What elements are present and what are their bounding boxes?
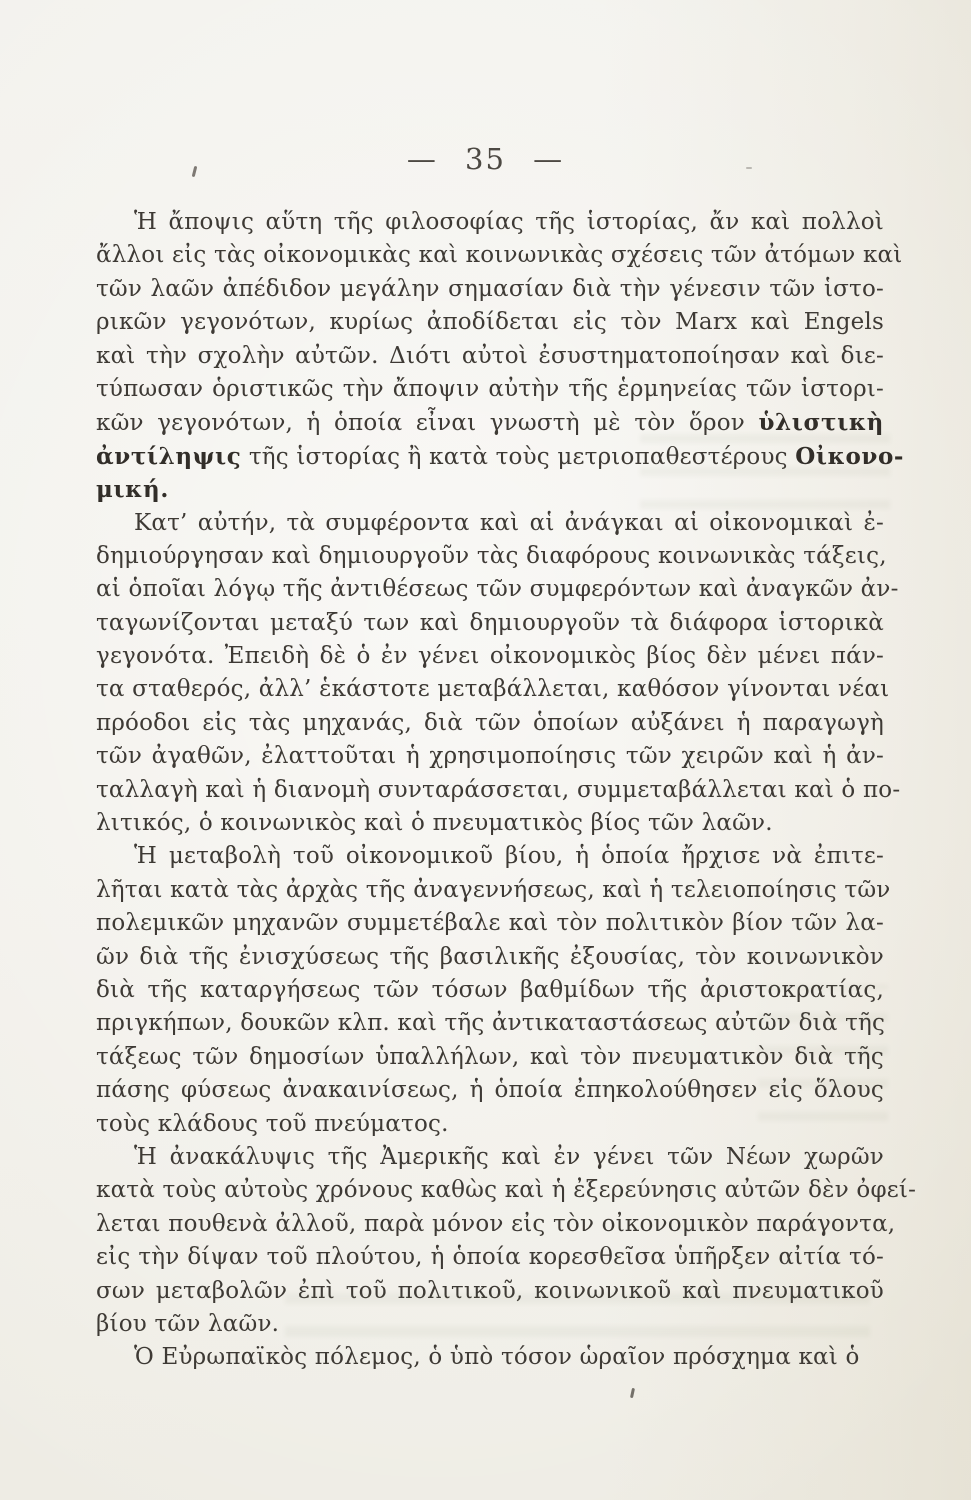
paragraph: [96, 507, 901, 841]
text-line: μική.: [96, 476, 169, 504]
text-line: πριγκήπων, δουκῶν κλπ. καὶ τῆς ἀντικαταστάσεως αὐτῶν διὰ τῆς: [96, 1010, 886, 1037]
text-line: τα σταθερός, ἀλλ’ ἑκάστοτε μεταβάλλεται, καθόσον γίνονται νέαι: [96, 676, 890, 703]
text-line: ῶν διὰ τῆς ἐνισχύσεως τῆς βασιλικῆς ἐξουσίας, τὸν κοινωνικὸν: [96, 943, 884, 970]
paragraph: [96, 1141, 917, 1341]
text-line: πρόοδοι εἰς τὰς μηχανάς, διὰ τῶν ὁποίων αὐξάνει ἡ παραγωγὴ: [96, 709, 884, 736]
text-line: Ὁ Εὐρωπαϊκὸς πόλεμος, ὁ ὑπὸ τόσον ὡραῖον πρόσχημα καὶ ὁ: [134, 1344, 860, 1371]
text-line: γεγονότα. Ἐπειδὴ δὲ ὁ ἐν γένει οἰκονομικὸς βίος δὲν μένει πάν-: [96, 643, 884, 670]
text-line: αἱ ὁποῖαι λόγῳ τῆς ἀντιθέσεως τῶν συμφερόντων καὶ ἀναγκῶν ἀν-: [96, 576, 899, 603]
text-line: ρικῶν γεγονότων, κυρίως ἀποδίδεται εἰς τὸν Marx καὶ Engels: [96, 309, 884, 336]
text-line: τοὺς κλάδους τοῦ πνεύματος.: [96, 1110, 449, 1137]
text-line: Ἡ μεταβολὴ τοῦ οἰκονομικοῦ βίου, ἡ ὁποία ἤρχισε νὰ ἐπιτε-: [134, 843, 884, 870]
paragraph: [96, 206, 905, 507]
text-line: ταγωνίζονται μεταξύ των καὶ δημιουργοῦν τὰ διάφορα ἱστορικὰ: [96, 609, 884, 636]
text-line: λιτικός, ὁ κοινωνικὸς καὶ ὁ πνευματικὸς βίος τῶν λαῶν.: [96, 810, 773, 837]
ink-speck: [746, 167, 752, 169]
text-line: τῶν λαῶν ἀπέδιδον μεγάλην σημασίαν διὰ τὴν γένεσιν τῶν ἱστο-: [96, 275, 884, 302]
paragraph: [96, 1341, 884, 1374]
text-line: καὶ τὴν σχολὴν αὐτῶν. Διότι αὐτοὶ ἐσυστηματοποίησαν καὶ διε-: [96, 342, 884, 369]
text-line: ἀντίληψις τῆς ἱστορίας ἢ κατὰ τοὺς μετριοπαθεστέρους Οἰκονο-: [96, 442, 905, 470]
page-number: — 35 —: [406, 142, 565, 176]
text-line: βίου τῶν λαῶν.: [96, 1310, 280, 1337]
text-line: πολεμικῶν μηχανῶν συμμετέβαλε καὶ τὸν πολιτικὸν βίον τῶν λα-: [96, 910, 884, 937]
paragraph: [96, 840, 891, 1141]
text-line: Ἡ ἄποψις αὕτη τῆς φιλοσοφίας τῆς ἱστορίας, ἄν καὶ πολλοὶ: [134, 209, 884, 235]
text-line: σων μεταβολῶν ἐπὶ τοῦ πολιτικοῦ, κοινωνικοῦ καὶ πνευματικοῦ: [96, 1277, 884, 1304]
text-line: τάξεως τῶν δημοσίων ὑπαλλήλων, καὶ τὸν πνευματικὸν διὰ τῆς: [96, 1043, 884, 1070]
text-line: εἰς τὴν δίψαν τοῦ πλούτου, ἡ ὁποία κορεσθεῖσα ὑπῆρξεν αἰτία τό-: [96, 1244, 884, 1271]
text-line: ταλλαγὴ καὶ ἡ διανομὴ συνταράσσεται, συμμεταβάλλεται καὶ ὁ πο-: [96, 776, 901, 803]
text-line: ἄλλοι εἰς τὰς οἰκονομικὰς καὶ κοινωνικὰς σχέσεις τῶν ἀτόμων καὶ: [96, 242, 903, 269]
text-line: δημιούργησαν καὶ δημιουργοῦν τὰς διαφόρους κοινωνικὰς τάξεις,: [96, 542, 887, 569]
text-line: διὰ τῆς καταργήσεως τῶν τόσων βαθμίδων τῆς ἀριστοκρατίας,: [96, 976, 884, 1003]
page-body: [96, 206, 917, 1375]
text-line: κατὰ τοὺς αὐτοὺς χρόνους καθὼς καὶ ἡ ἐξερεύνησις αὐτῶν δὲν ὀφεί-: [96, 1177, 917, 1204]
text-line: λεται πουθενὰ ἀλλοῦ, παρὰ μόνον εἰς τὸν οἰκονομικὸν παράγοντα,: [96, 1210, 896, 1237]
text-line: τῶν ἀγαθῶν, ἐλαττοῦται ἡ χρησιμοποίησις τῶν χειρῶν καὶ ἡ ἀν-: [96, 743, 884, 770]
text-line: κῶν γεγονότων, ἡ ὁποία εἶναι γνωστὴ μὲ τὸν ὅρον ὑλιστικὴ: [96, 409, 884, 437]
text-line: Κατ’ αὐτήν, τὰ συμφέροντα καὶ αἱ ἀνάγκαι αἱ οἰκονομικαὶ ἐ-: [134, 509, 884, 536]
ink-speck: [630, 1388, 635, 1398]
text-line: τύπωσαν ὁριστικῶς τὴν ἄποψιν αὐτὴν τῆς ἑρμηνείας τῶν ἱστορι-: [96, 375, 884, 402]
text-line: Ἡ ἀνακάλυψις τῆς Ἀμερικῆς καὶ ἐν γένει τῶν Νέων χωρῶν: [134, 1143, 884, 1170]
text-line: πάσης φύσεως ἀνακαινίσεως, ἡ ὁποία ἐπηκολούθησεν εἰς ὅλους: [96, 1077, 884, 1104]
text-line: λῆται κατὰ τὰς ἀρχὰς τῆς ἀναγεννήσεως, καὶ ἡ τελειοποίησις τῶν: [96, 876, 891, 903]
